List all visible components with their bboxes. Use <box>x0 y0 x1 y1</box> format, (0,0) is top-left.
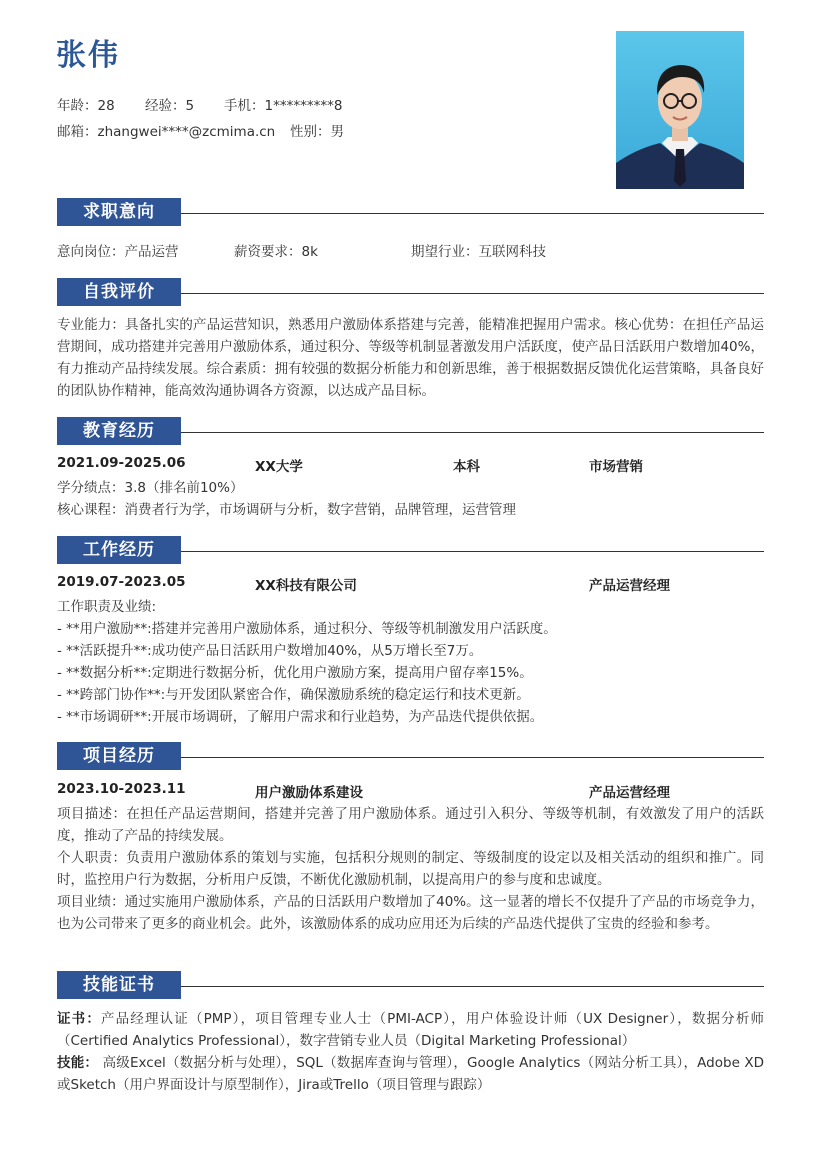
education-school: XX大学 <box>255 459 303 475</box>
basic-info-line-2 <box>57 120 344 140</box>
certificates <box>57 1008 764 1052</box>
education-major: 市场营销 <box>589 459 643 475</box>
section-divider <box>181 551 764 552</box>
education-degree: 本科 <box>453 459 480 475</box>
project-role: 产品运营经理 <box>589 785 670 801</box>
section-divider <box>181 213 764 214</box>
section-divider <box>181 986 764 987</box>
section-header-self <box>57 278 764 306</box>
section-title-self: 自我评价 <box>57 278 181 306</box>
project-name: 用户激励体系建设 <box>255 785 363 801</box>
project-date: 2023.10-2023.11 <box>57 781 186 797</box>
intent-salary: 薪资要求：8k <box>234 244 318 260</box>
portrait-illustration <box>616 31 744 189</box>
work-item: - **活跃提升**:成功使产品日活跃用户数增加40%，从5万增长至7万。 <box>57 643 483 659</box>
section-divider <box>181 432 764 433</box>
experience: 经验：5 <box>145 98 195 114</box>
skills-details <box>57 1008 764 1096</box>
certificates-label: 证书： <box>57 1011 101 1027</box>
project-duty: 个人职责：负责用户激励体系的策划与实施，包括积分规则的制定、等级制度的设定以及相关活动的组织和推广。同时，监控用户行为数据，分析用户反馈，不断优化激励机制，以提高用户的参与度和忠诚度。 <box>57 850 764 888</box>
work-item: - **数据分析**:定期进行数据分析，优化用户激励方案，提高用户留存率15%。 <box>57 665 533 681</box>
project-result: 项目业绩：通过实施用户激励体系，产品的日活跃用户数增加了40%。这一显著的增长不仅提升了产品的市场竞争力，也为公司带来了更多的商业机会。此外，该激励体系的成功应用还为后续的产品迭代提供了宝贵的经验和参考。 <box>57 894 764 932</box>
self-evaluation-text: 专业能力：具备扎实的产品运营知识，熟悉用户激励体系搭建与完善，能精准把握用户需求。核心优势：在担任产品运营期间，成功搭建并完善用户激励体系，通过积分、等级等机制显著激发用户活跃度，使产品日活跃用户数增加40%，有力推动产品持续发展。综合素质：拥有较强的数据分析能力和创新思维，善于根据数据反馈优化运营策略，具备良好的团队协作精神，能高效沟通协调各方资源，以达成产品目标。 <box>57 317 764 399</box>
certificates-text: 产品经理认证（PMP），项目管理专业人士（PMI-ACP），用户体验设计师（UX Designer），数据分析师（Certified Analytics Professional），数字营销专业人员（Digital Marketing Professional） <box>57 1011 764 1049</box>
phone: 手机：1*********8 <box>224 98 343 114</box>
section-title-project: 项目经历 <box>57 742 181 770</box>
section-divider <box>181 757 764 758</box>
section-divider <box>181 293 764 294</box>
candidate-name: 张伟 <box>56 38 120 73</box>
section-header-skills <box>57 971 764 999</box>
education-details <box>57 477 764 521</box>
work-item: - **跨部门协作**:与开发团队紧密合作，确保激励系统的稳定运行和技术更新。 <box>57 687 530 703</box>
project-details <box>57 803 764 935</box>
work-item: - **用户激励**:搭建并完善用户激励体系，通过积分、等级等机制激发用户活跃度。 <box>57 621 557 637</box>
section-header-intent <box>57 198 764 226</box>
age: 年龄：28 <box>57 98 115 114</box>
intent-industry: 期望行业：互联网科技 <box>411 244 546 260</box>
work-company: XX科技有限公司 <box>255 578 357 594</box>
work-item: - **市场调研**:开展市场调研，了解用户需求和行业趋势，为产品迭代提供依据。 <box>57 709 544 725</box>
work-date: 2019.07-2023.05 <box>57 574 186 590</box>
work-title: 产品运营经理 <box>589 578 670 594</box>
section-title-intent: 求职意向 <box>57 198 181 226</box>
education-date: 2021.09-2025.06 <box>57 455 186 471</box>
email: 邮箱：zhangwei****@zcmima.cn <box>57 124 276 140</box>
skills-text: 高级Excel（数据分析与处理），SQL（数据库查询与管理），Google Analytics（网站分析工具），Adobe XD或Sketch（用户界面设计与原型制作），Jira或Trello（项目管理与跟踪） <box>57 1055 765 1093</box>
project-description: 项目描述：在担任产品运营期间，搭建并完善了用户激励体系。通过引入积分、等级等机制，有效激发了用户的活跃度，推动了产品的持续发展。 <box>57 806 764 844</box>
skills <box>57 1052 764 1096</box>
intent-position: 意向岗位：产品运营 <box>57 244 179 260</box>
basic-info-line-1 <box>57 94 342 114</box>
section-title-work: 工作经历 <box>57 536 181 564</box>
education-courses: 核心课程：消费者行为学，市场调研与分析，数字营销，品牌管理，运营管理 <box>57 502 516 518</box>
work-details <box>57 596 764 728</box>
section-header-work <box>57 536 764 564</box>
work-intro: 工作职责及业绩: <box>57 599 157 615</box>
section-title-skills: 技能证书 <box>57 971 181 999</box>
gender: 性别：男 <box>290 124 344 140</box>
skills-label: 技能： <box>57 1055 99 1071</box>
section-header-project <box>57 742 764 770</box>
section-title-education: 教育经历 <box>57 417 181 445</box>
profile-photo <box>616 31 744 189</box>
section-header-education <box>57 417 764 445</box>
education-gpa: 学分绩点：3.8（排名前10%） <box>57 480 244 496</box>
